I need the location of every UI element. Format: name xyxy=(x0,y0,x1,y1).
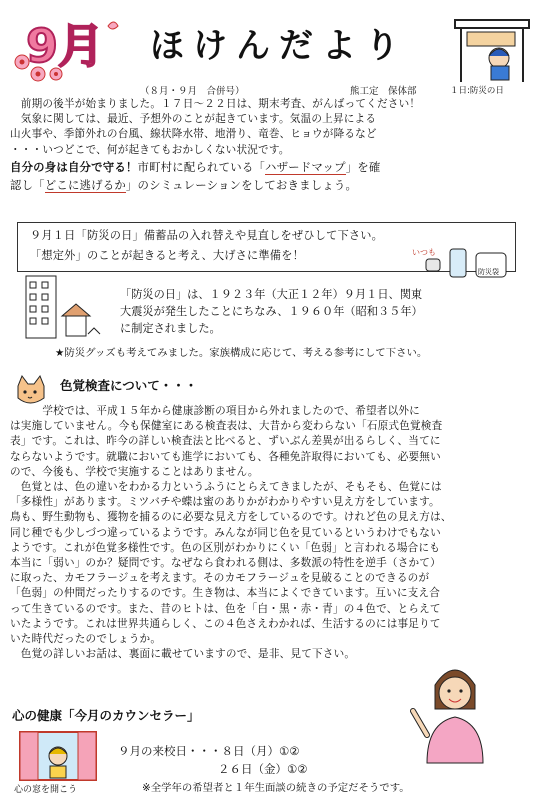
intro-emphasis-line-1 xyxy=(10,158,545,176)
intro-emph-text: 」のシミュレーションをしておきましょう。 xyxy=(125,177,358,192)
hazard-map-text: ハザードマップ xyxy=(265,159,346,174)
visit-date-2: ２６日（金）①② xyxy=(218,762,308,776)
emergency-kit-illustration xyxy=(398,243,518,283)
self-protect-text: 自分の身は自分で守る！ xyxy=(10,159,138,174)
bosai-line: 「防災の日」は、１９２３年（大正１２年）９月１日、関東 xyxy=(120,288,423,301)
bosai-line: 大震災が発生したことにちなみ、１９６０年（昭和３５年） xyxy=(120,305,423,318)
counselor-title: 心の健康「今月のカウンセラー」 xyxy=(12,708,200,723)
color-vision-line: って生きているのです。また、昔のヒトは、色を「白・黒・赤・青」の４色で、とらえて xyxy=(10,602,441,615)
department: 熊工定 保体部 xyxy=(350,86,417,97)
bosai-line: に制定されました。 xyxy=(120,322,221,335)
where-to-escape-text: どこに逃げるか xyxy=(44,177,126,192)
desk-illustration xyxy=(447,6,537,86)
bosai-day-text xyxy=(120,286,540,337)
issue-subnote: １日:防災の日 xyxy=(450,86,504,96)
kit-bag-label: 防災袋 xyxy=(478,268,499,276)
color-vision-line: いた時代だったのでしょうか。 xyxy=(10,633,162,646)
color-vision-line: 表」です。これは、昨今の詳しい検査法と比べると、ずいぶん差異が出るらしく、当てに xyxy=(10,435,441,448)
color-vision-line: 色覚の詳しいお話は、裏面に載せていますので、是非、見て下さい。 xyxy=(10,648,356,661)
open-window-icon xyxy=(18,730,98,782)
color-vision-line: 「色弱」の仲間だったりするのです。生き物は、本当によくできています。互いに支え合 xyxy=(10,587,441,600)
intro-emphasis-line-2 xyxy=(10,176,545,194)
color-vision-title: 色覚検査について・・・ xyxy=(60,378,198,393)
issue-info: （８月・９月 合併号） xyxy=(140,86,245,97)
color-vision-line: いたようです。これは世界共通らしく、この４色さえわかれば、生活するのには事足りて xyxy=(10,617,441,630)
cat-illustration xyxy=(12,374,48,408)
intro-line: 山火事や、季節外れの台風、線状降水帯、地滑り、竜巻、ヒョウが降るなど xyxy=(10,128,377,141)
cat-icon xyxy=(12,374,48,408)
disaster-box-line: ９月１日「防災の日」備蓄品の入れ替えや見直しをぜひして下さい。 xyxy=(30,229,384,242)
building-illustration xyxy=(18,270,106,340)
kit-label: いつも xyxy=(412,248,436,257)
color-vision-line: 鳥も、野生動物も、獲物を捕るのに必要な見え方をしているのです。けれど色の見え方は、 xyxy=(10,511,452,524)
teacher-illustration xyxy=(405,655,505,765)
intro-emph-text: 認し「 xyxy=(10,177,45,192)
color-vision-line: ので、今後も、学校で実施することはありません。 xyxy=(10,465,259,478)
color-vision-line: 本当に「弱い」のか？疑問です。なぜなら食われる側は、多数派の特性を逆手（さかて） xyxy=(10,557,441,570)
color-vision-line: に取った、カモフラージュを考えます。そのカモフラージュを見破ることのできるのが xyxy=(10,572,430,585)
color-vision-line: 同じ種でも少しづつ違っているようです。みんなが同じ色を見ているというわけでもない xyxy=(10,526,441,539)
building-icon xyxy=(18,270,106,340)
color-vision-line: 学校では、平成１５年から健康診断の項目から外れましたので、希望者以外に xyxy=(10,405,420,417)
color-vision-line: 「多様性」があります。ミツバチや蝶は蜜のありかがわかりやすい見え方をしています。 xyxy=(10,496,440,509)
desk-shelter-icon xyxy=(447,6,537,86)
intro-emph-text: 」を確 xyxy=(345,159,381,174)
intro-line: 前期の後半が始まりました。１７日～２２日は、期末考査、がんばってください！ xyxy=(10,98,421,110)
visit-date-1: ９月の来校日・・・８日（月）①② xyxy=(118,744,300,758)
intro-line: 気象に関しては、最近、予想外のことが起きています。気温の上昇による xyxy=(10,113,377,126)
intro-section xyxy=(10,97,545,194)
color-vision-line: ならないようです。就職においても進学においても、各種免許取得においても、必要無い xyxy=(10,450,441,463)
intro-emph-text: 市町村に配られている「 xyxy=(137,159,265,174)
month-label: 9月 xyxy=(26,19,105,73)
color-vision-body xyxy=(10,404,545,662)
color-vision-line: 色覚とは、色の違いをわかる力というふうにとらえてきましたが、そもそも、色覚には xyxy=(10,481,442,494)
window-illustration xyxy=(18,730,98,782)
page-title: ほけんだより xyxy=(150,26,408,66)
counselor-note: ※全学年の希望者と１年生面談の続きの予定だそうです。 xyxy=(142,782,410,794)
color-vision-line: は実施していません。今も保健室にある検査表は、大昔から変わらない「石原式色覚検査 xyxy=(10,420,443,433)
goods-note: ★防災グッズも考えてみました。家族構成に応じて、考える参考にして下さい。 xyxy=(55,347,428,359)
teacher-icon xyxy=(405,655,505,765)
color-vision-line: ようです。これが色覚多様性です。色の区別がわかりにくい「色弱」と言われる場合にも xyxy=(10,541,441,554)
window-caption: 心の窓を開こう xyxy=(14,785,78,795)
intro-line: ・・・いつどこで、何が起きてもおかしくない状況です。 xyxy=(10,143,290,156)
disaster-box-line: 「想定外」のことが起きると考え、大げさに準備を！ xyxy=(30,249,304,262)
month-badge xyxy=(8,6,128,86)
